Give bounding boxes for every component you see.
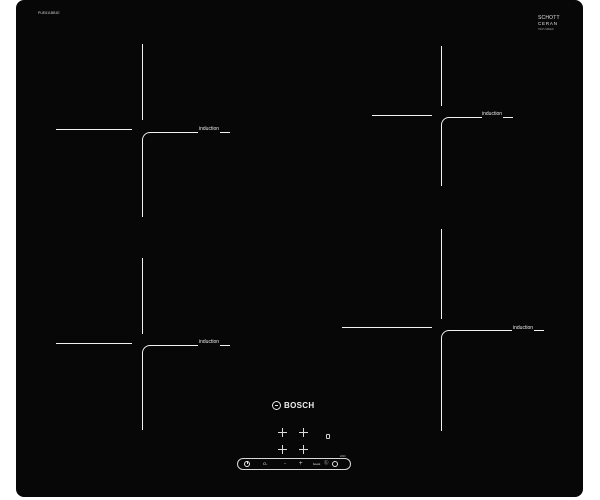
zone-marking-horizontal (372, 115, 432, 116)
schott-ceran-mark (538, 16, 560, 31)
timer-indicator-icon (326, 434, 330, 439)
model-number: PUE611BB1E (38, 11, 60, 15)
zone-marking-horizontal (56, 343, 132, 344)
zone-select-bottom-left-button[interactable] (278, 445, 287, 454)
zone-label: induction (199, 339, 220, 345)
zone-marking-horizontal (56, 129, 132, 130)
power-button[interactable] (244, 461, 250, 467)
zone-marking-corner (142, 345, 198, 430)
zone-marking-vertical (142, 44, 143, 120)
zone-label: induction (513, 325, 534, 331)
zone-label: induction (482, 111, 503, 117)
zone-marking-tick (220, 132, 230, 133)
brand-name: BOSCH (284, 401, 315, 410)
zone-marking-corner (441, 330, 512, 431)
zone-select-bottom-right-button[interactable] (299, 445, 308, 454)
schott-text: SCHOTT (538, 15, 560, 21)
timer-button[interactable] (332, 461, 338, 467)
zone-marking-tick (534, 330, 544, 331)
bosch-armature-icon (272, 401, 281, 410)
childlock-button[interactable]: O- (263, 461, 268, 466)
zone-marking-corner (441, 117, 482, 186)
boost-button[interactable]: boost (313, 462, 321, 466)
zone-select-top-left-button[interactable] (278, 428, 287, 437)
zone-marking-vertical (441, 46, 442, 106)
ceran-text: CERAN (538, 21, 558, 26)
zone-marking-vertical (142, 258, 143, 334)
brand-logo (272, 401, 314, 410)
glass-subtext: HIGH-SPEED (538, 28, 554, 31)
boost-icon: ⓑ (324, 460, 329, 465)
zone-marking-vertical (441, 229, 442, 319)
zone-marking-tick (503, 117, 513, 118)
zone-marking-corner (142, 132, 198, 217)
display-label: 2000 (340, 455, 346, 458)
zone-label: induction (199, 126, 220, 132)
zone-select-top-right-button[interactable] (299, 428, 308, 437)
plus-button[interactable]: + (299, 461, 303, 467)
zone-marking-tick (220, 345, 230, 346)
minus-button[interactable]: − (284, 461, 287, 466)
zone-marking-horizontal (342, 327, 432, 328)
